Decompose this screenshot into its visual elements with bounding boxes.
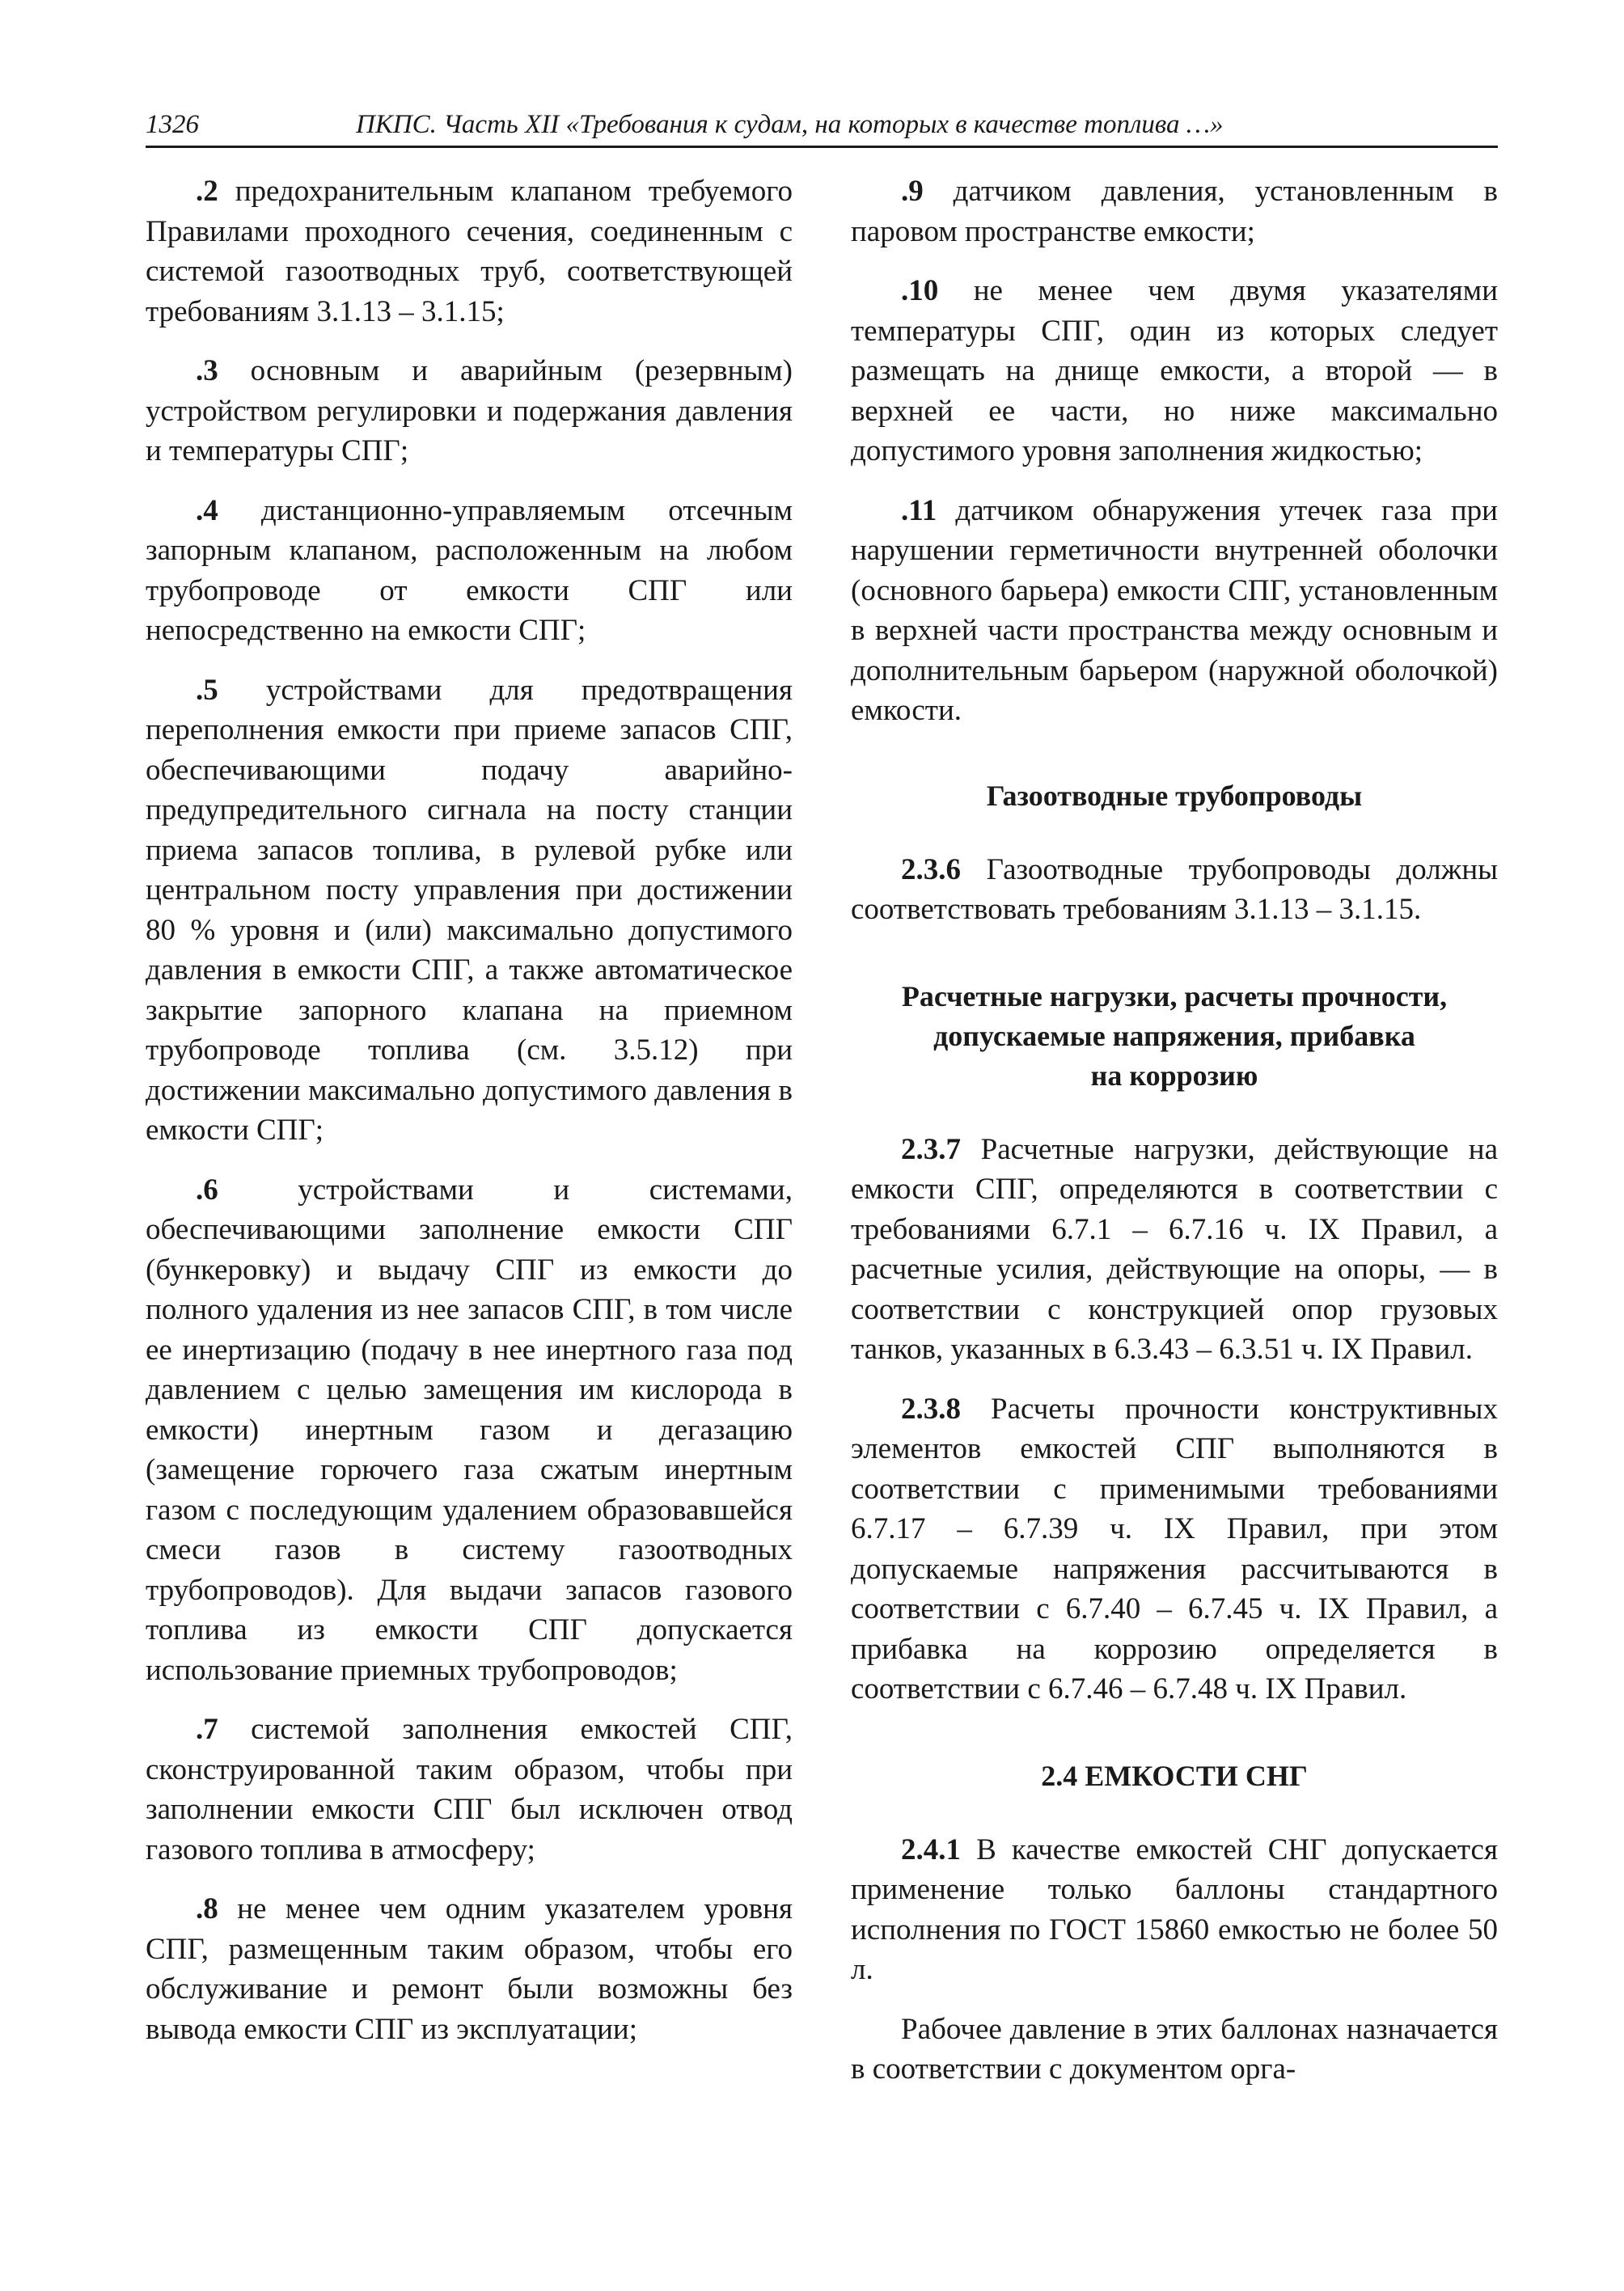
clause-text: Газоотводные трубопроводы должны соответствовать требованиям 3.1.13 – 3.1.15.: [851, 852, 1498, 926]
clause-number: 2.4.1: [901, 1832, 961, 1866]
left-column: [146, 171, 793, 2069]
list-item: [851, 491, 1498, 731]
clause-text: Расчетные нагрузки, действующие на емкости СПГ, определяются в соответствии с требованиями 6.7.1 – 6.7.16 ч. IX Правил, а расчетные усилия, действующие на опоры, — в соответствии с конструкцией опор грузовых танков, указанных в 6.3.43 – 6.3.51 ч. IX Правил.: [851, 1132, 1498, 1366]
item-number: .4: [196, 493, 218, 527]
page-header: [146, 104, 1498, 148]
running-title: ПКПС. Часть XII «Требования к судам, на которых в качестве топлива …»: [356, 110, 1224, 139]
section-heading-lpg-tanks: 2.4 ЕМКОСТИ СНГ: [1041, 1759, 1308, 1792]
paragraph-working-pressure: Рабочее давление в этих баллонах назначается в соответствии с документом орга-: [851, 2012, 1498, 2086]
item-number: .9: [901, 175, 924, 208]
item-text: устройствами для предотвращения переполнения емкости при приеме запасов СПГ, обеспечивающими подачу аварийно-предупредительного сигнала на посту станции приема запасов топлива, в рулевой рубке или центральном посту управления при достижении 80 % уровня и (или) максимально допустимого давления в емкости СПГ, а также автоматическое закрытие запорного клапана на приемном трубопроводе топлива (см. 3.5.12) при достижении максимально допустимого давления в емкости СПГ;: [146, 673, 793, 1147]
list-item: [146, 351, 793, 471]
item-number: .6: [196, 1173, 218, 1207]
heading-line: на коррозию: [1090, 1059, 1258, 1092]
item-number: .11: [901, 493, 937, 527]
item-text: датчиком давления, установленным в паровом пространстве емкости;: [851, 175, 1498, 248]
item-number: .3: [196, 354, 218, 387]
item-text: датчиком обнаружения утечек газа при нарушении герметичности внутренней оболочки (основного барьера) емкости СПГ, установленным в верхней части пространства между основным и дополнительным барьером (наружной оболочкой) емкости.: [851, 493, 1498, 727]
list-item: [146, 1170, 793, 1691]
paragraph-2-3-7: [851, 1130, 1498, 1370]
list-item: [146, 491, 793, 651]
paragraph-2-3-8: [851, 1389, 1498, 1710]
item-text: дистанционно-управляемым отсечным запорным клапаном, расположенным на любом трубопроводе от емкости СПГ или непосредственно на емкости СПГ;: [146, 493, 793, 647]
clause-number: 2.3.7: [901, 1132, 961, 1166]
page-number: 1326: [146, 110, 199, 139]
paragraph-2-3-6: [851, 850, 1498, 930]
item-number: .5: [196, 673, 218, 707]
list-item: [146, 670, 793, 1151]
item-text: системой заполнения емкостей СПГ, сконструированной таким образом, чтобы при заполнении емкости СПГ был исключен отвод газового топлива в атмосферу;: [146, 1713, 793, 1866]
clause-number: 2.3.6: [901, 852, 961, 886]
heading-line: Расчетные нагрузки, расчеты прочности,: [901, 979, 1448, 1012]
item-number: .2: [196, 175, 218, 208]
list-item: [146, 171, 793, 332]
right-column: [851, 171, 1498, 2109]
heading-line: допускаемые напряжения, прибавка: [933, 1019, 1415, 1052]
paragraph-2-4-1: [851, 1830, 1498, 1990]
item-number: .10: [901, 274, 939, 307]
item-text: не менее чем двумя указателями температуры СПГ, один из которых следует размещать на днище емкости, а второй — в верхней ее части, но ниже максимально допустимого уровня заполнения жидкостью;: [851, 274, 1498, 467]
item-number: .8: [196, 1892, 218, 1925]
list-item: [851, 271, 1498, 471]
item-text: предохранительным клапаном требуемого Правилами проходного сечения, соединенным с системой газоотводных труб, соответствующей требованиям 3.1.13 – 3.1.15;: [146, 175, 793, 328]
section-heading-vent-pipes: Газоотводные трубопроводы: [986, 779, 1363, 812]
clause-number: 2.3.8: [901, 1392, 961, 1426]
item-text: основным и аварийным (резервным) устройством регулировки и подержания давления и температуры СПГ;: [146, 354, 793, 467]
list-item: [851, 171, 1498, 252]
item-number: .7: [196, 1713, 218, 1746]
clause-text: Расчеты прочности конструктивных элементов емкостей СПГ выполняются в соответствии с применимыми требованиями 6.7.17 – 6.7.39 ч. IX Правил, при этом допускаемые напряжения рассчитываются в соответствии с 6.7.40 – 6.7.45 ч. IX Правил, а прибавка на коррозию определяется в соответствии с 6.7.46 – 6.7.48 ч. IX Правил.: [851, 1392, 1498, 1706]
clause-text: В качестве емкостей СНГ допускается применение только баллоны стандартного исполнения по ГОСТ 15860 емкостью не более 50 л.: [851, 1832, 1498, 1986]
item-text: не менее чем одним указателем уровня СПГ, размещенным таким образом, чтобы его обслуживание и ремонт были возможны без вывода емкости СПГ из эксплуатации;: [146, 1892, 793, 2046]
list-item: [146, 1710, 793, 1870]
item-text: устройствами и системами, обеспечивающими заполнение емкости СПГ (бункеровку) и выдачу СПГ из емкости до полного удаления из нее запасов СПГ, в том числе ее инертизацию (подачу в нее инертного газа под давлением с целью замещения им кислорода в емкости) инертным газом и дегазацию (замещение горючего газа сжатым инертным газом с последующим удалением образовавшейся смеси газов в систему газоотводных трубопроводов). Для выдачи запасов газового топлива из емкости СПГ допускается использование приемных трубопроводов;: [146, 1173, 793, 1687]
list-item: [146, 1889, 793, 2049]
section-heading-design-loads: [851, 977, 1498, 1096]
